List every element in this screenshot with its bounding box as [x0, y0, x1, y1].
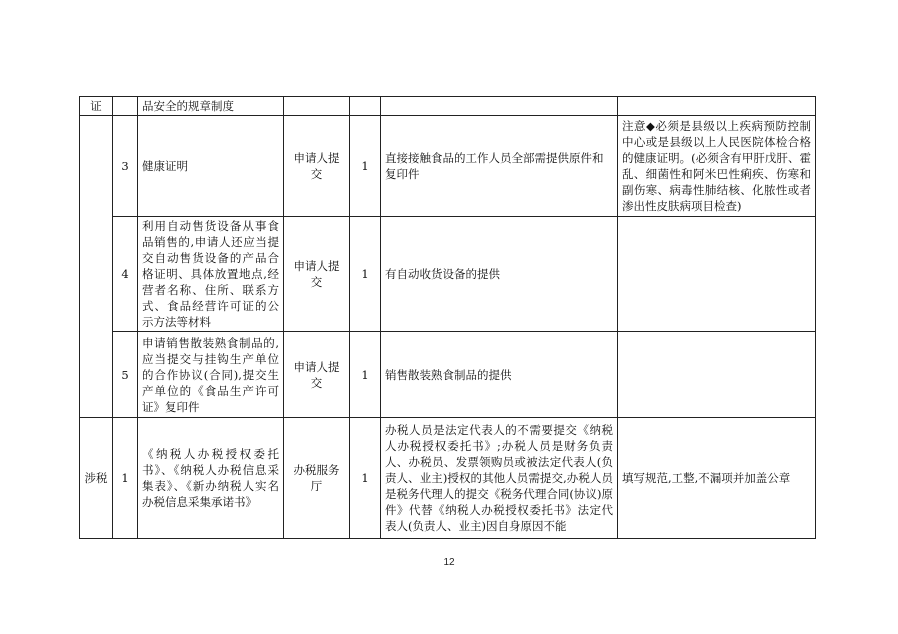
- material-name-cell: 健康证明: [138, 116, 284, 217]
- page-number: 12: [443, 557, 455, 568]
- category-cell: 涉税: [80, 418, 113, 539]
- source-cell: 申请人提交: [284, 217, 350, 332]
- note-cell: 填写规范,工整,不漏项并加盖公章: [618, 418, 816, 539]
- table-row: [80, 332, 816, 418]
- source-cell: 办税服务厅: [284, 418, 350, 539]
- note-cell: [618, 97, 816, 116]
- requirement-cell: [381, 97, 618, 116]
- item-number-cell: [113, 97, 138, 116]
- note-cell: [618, 217, 816, 332]
- material-name-cell: 申请销售散装熟食制品的,应当提交与挂钩生产单位的合作协议(合同),提交生产单位的《食品生产许可证》复印件: [138, 332, 284, 418]
- note-cell: 注意◆必须是县级以上疾病预防控制中心或是县级以上人民医院体检合格的健康证明。(必须含有甲肝戊肝、霍乱、细菌性和阿米巴性痢疾、伤寒和副伤寒、病毒性肺结核、化脓性或者渗出性皮肤病项目检查): [618, 116, 816, 217]
- table-row: [80, 418, 816, 539]
- copies-cell: 1: [350, 217, 381, 332]
- item-number-cell: 1: [113, 418, 138, 539]
- item-number-cell: 5: [113, 332, 138, 418]
- table-row: [80, 217, 816, 332]
- requirement-cell: 办税人员是法定代表人的不需要提交《纳税人办税授权委托书》;办税人员是财务负责人、办税员、发票领购员或被法定代表人(负责人、业主)授权的其他人员需提交,办税人员是税务代理人的提交《税务代理合同(协议)原件》代替《纳税人办税授权委托书》法定代表人(负责人、业主)因自身原因不能: [381, 418, 618, 539]
- requirement-cell: 有自动收货设备的提供: [381, 217, 618, 332]
- item-number-cell: 3: [113, 116, 138, 217]
- table-row: [80, 116, 816, 217]
- source-cell: [284, 97, 350, 116]
- table-row: [80, 97, 816, 116]
- copies-cell: 1: [350, 332, 381, 418]
- material-name-cell: 《纳税人办税授权委托书》、《纳税人办税信息采集表》、《新办纳税人实名办税信息采集承诺书》: [138, 418, 284, 539]
- copies-cell: 1: [350, 116, 381, 217]
- item-number-cell: 4: [113, 217, 138, 332]
- source-cell: 申请人提交: [284, 332, 350, 418]
- requirement-cell: 直接接触食品的工作人员全部需提供原件和复印件: [381, 116, 618, 217]
- material-name-cell: 利用自动售货设备从事食品销售的,申请人还应当提交自动售货设备的产品合格证明、具体放置地点,经营者名称、住所、联系方式、食品经营许可证的公示方法等材料: [138, 217, 284, 332]
- category-cell: 证: [80, 97, 113, 116]
- copies-cell: [350, 97, 381, 116]
- material-name-cell: 品安全的规章制度: [138, 97, 284, 116]
- requirement-cell: 销售散装熟食制品的提供: [381, 332, 618, 418]
- copies-cell: 1: [350, 418, 381, 539]
- note-cell: [618, 332, 816, 418]
- source-cell: 申请人提交: [284, 116, 350, 217]
- requirements-table: [79, 96, 816, 539]
- category-cell: [80, 116, 113, 418]
